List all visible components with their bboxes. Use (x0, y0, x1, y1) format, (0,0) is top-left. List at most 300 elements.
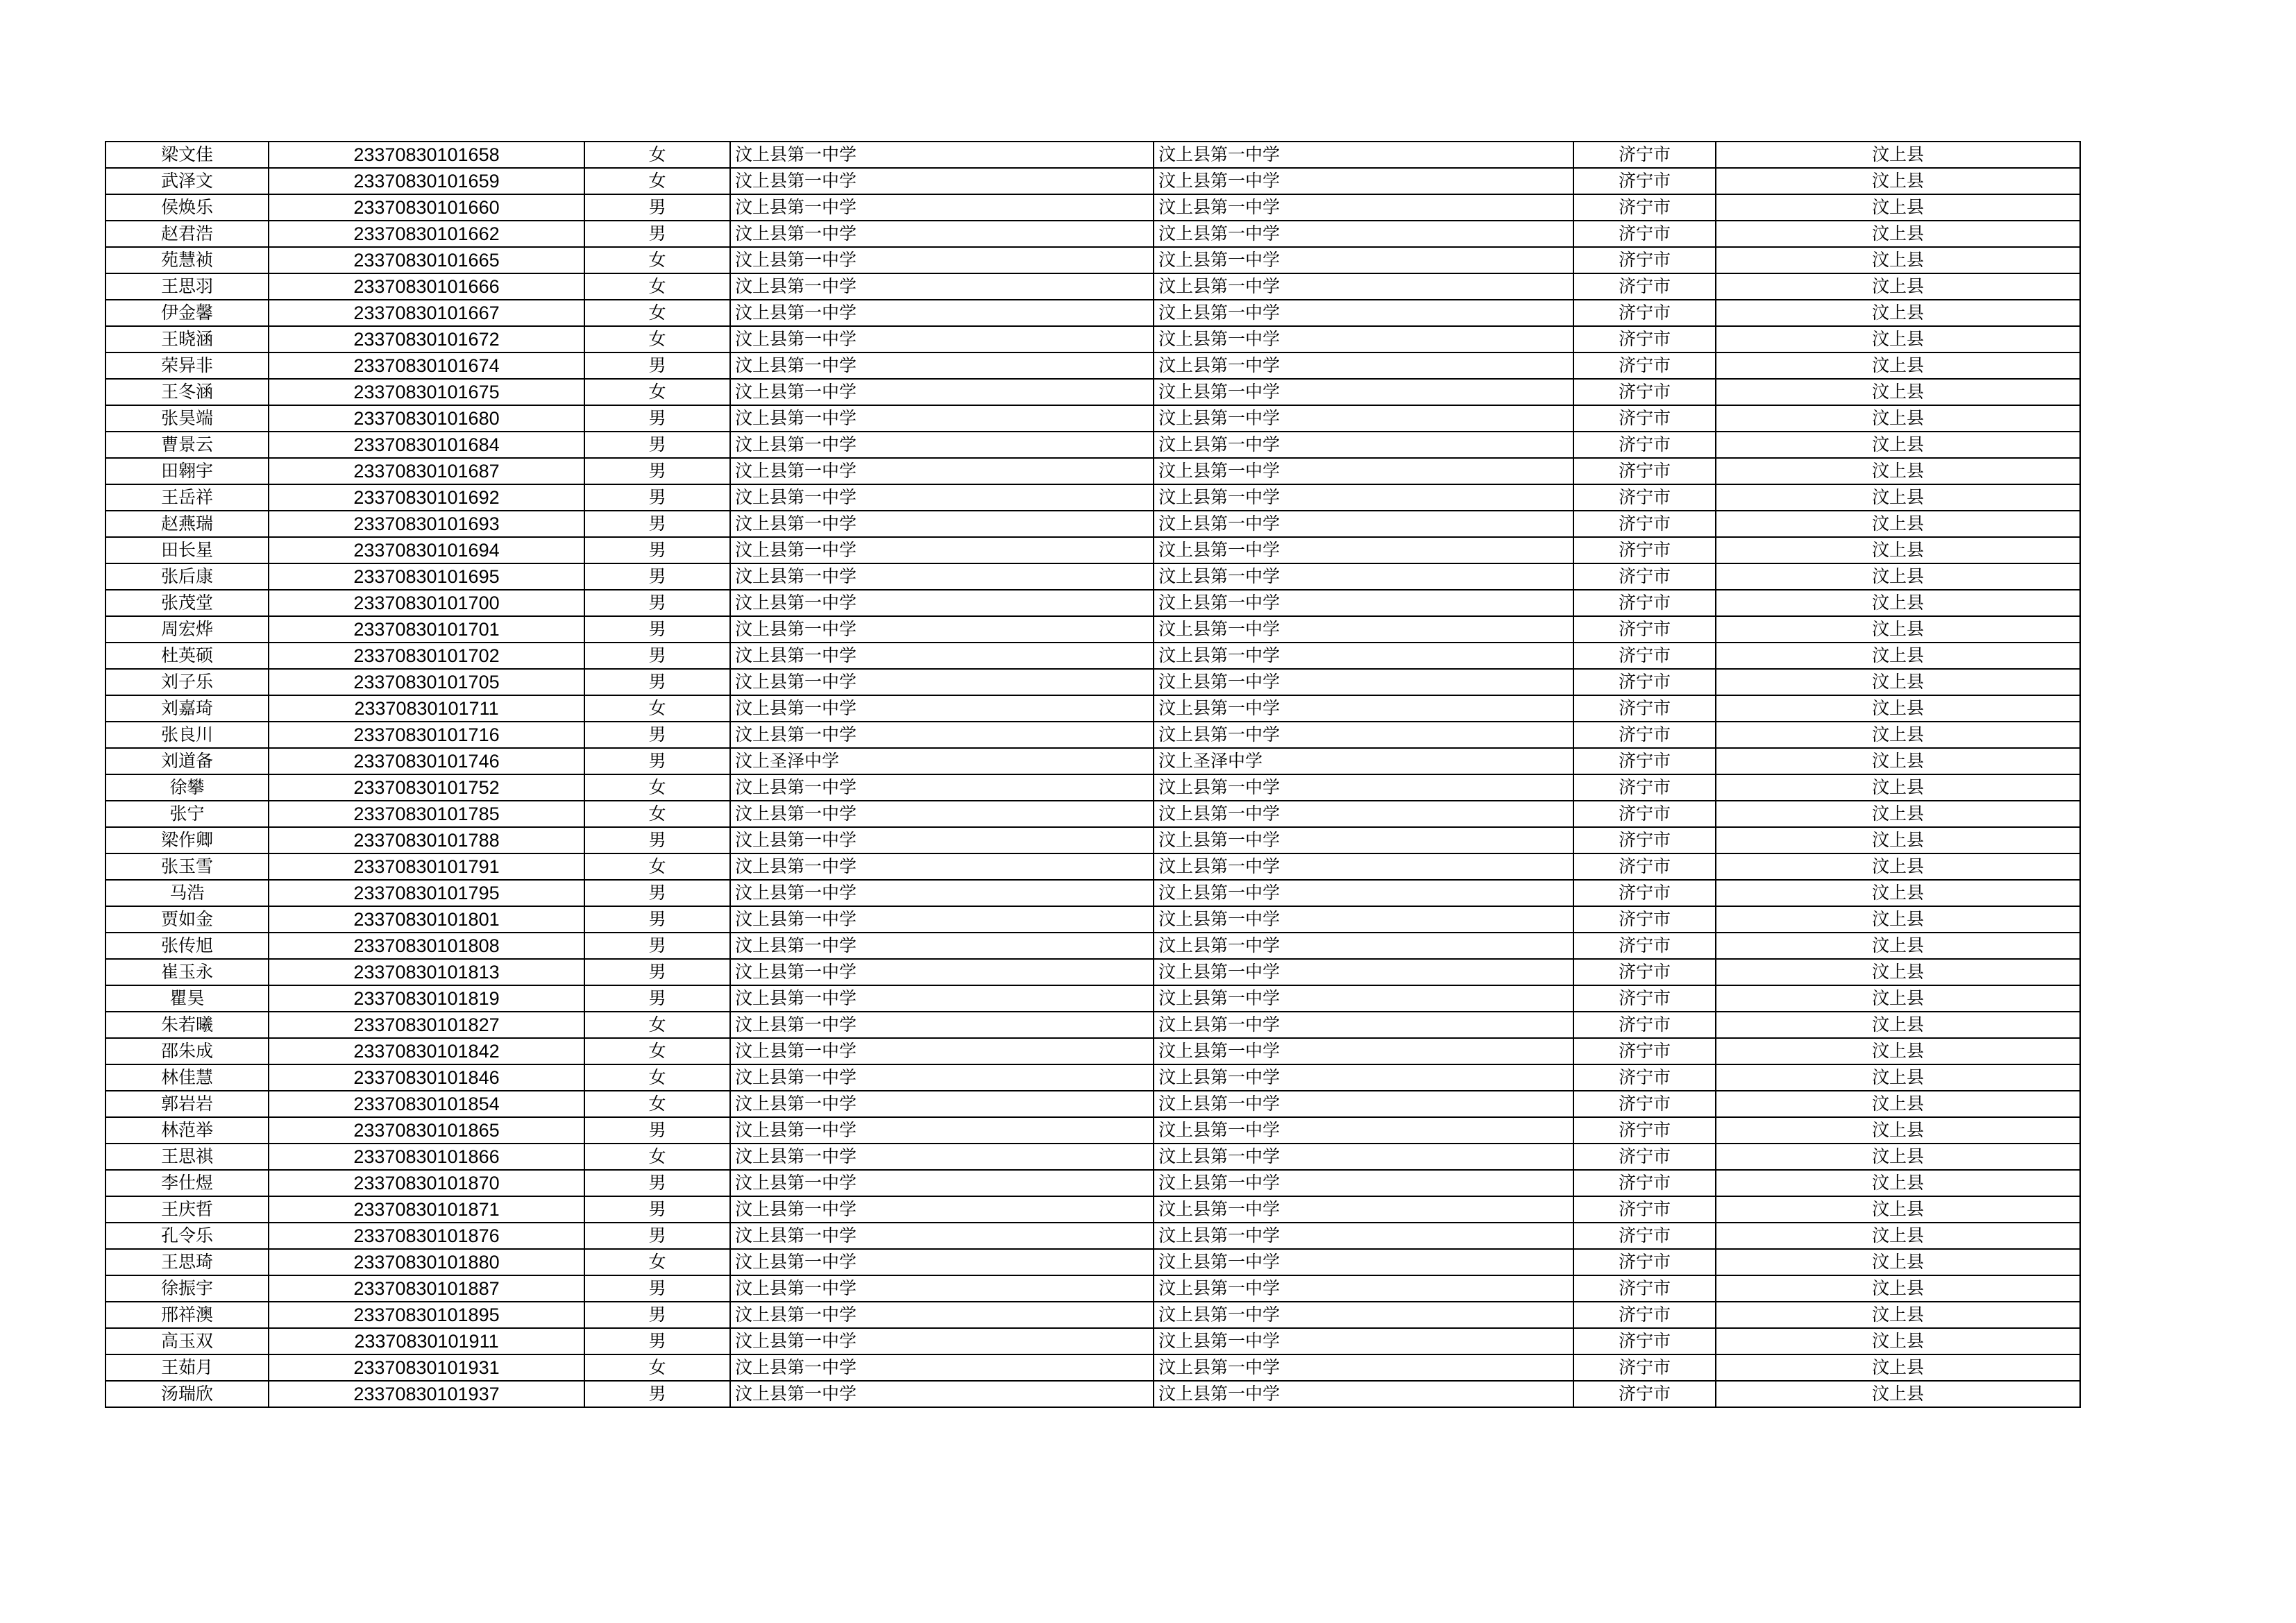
city-cell: 济宁市 (1573, 326, 1716, 352)
county-cell: 汶上县 (1716, 1144, 2080, 1170)
school-cell: 汶上县第一中学 (730, 1064, 1154, 1091)
name-cell: 张昊端 (105, 405, 269, 432)
registered-school-cell: 汶上县第一中学 (1154, 985, 1573, 1012)
city-cell: 济宁市 (1573, 142, 1716, 168)
table-row (105, 273, 2080, 300)
registered-school-cell: 汶上县第一中学 (1154, 194, 1573, 221)
registered-school-cell: 汶上县第一中学 (1154, 300, 1573, 326)
registered-school-cell: 汶上县第一中学 (1154, 1196, 1573, 1223)
city-cell: 济宁市 (1573, 985, 1716, 1012)
school-cell: 汶上县第一中学 (730, 168, 1154, 194)
exam-id-cell: 23370830101680 (269, 405, 584, 432)
school-cell: 汶上县第一中学 (730, 537, 1154, 563)
school-cell: 汶上县第一中学 (730, 326, 1154, 352)
registered-school-cell: 汶上县第一中学 (1154, 880, 1573, 906)
exam-id-cell: 23370830101854 (269, 1091, 584, 1117)
exam-id-cell: 23370830101870 (269, 1170, 584, 1196)
exam-id-cell: 23370830101791 (269, 853, 584, 880)
table-row (105, 326, 2080, 352)
gender-cell: 男 (584, 616, 730, 643)
school-cell: 汶上县第一中学 (730, 827, 1154, 853)
registered-school-cell: 汶上县第一中学 (1154, 458, 1573, 484)
city-cell: 济宁市 (1573, 853, 1716, 880)
school-cell: 汶上县第一中学 (730, 1381, 1154, 1407)
gender-cell: 男 (584, 221, 730, 247)
city-cell: 济宁市 (1573, 959, 1716, 985)
gender-cell: 男 (584, 432, 730, 458)
county-cell: 汶上县 (1716, 1091, 2080, 1117)
registered-school-cell: 汶上县第一中学 (1154, 906, 1573, 933)
gender-cell: 男 (584, 1170, 730, 1196)
name-cell: 汤瑞欣 (105, 1381, 269, 1407)
gender-cell: 男 (584, 1196, 730, 1223)
name-cell: 王思琦 (105, 1249, 269, 1275)
city-cell: 济宁市 (1573, 695, 1716, 722)
gender-cell: 男 (584, 405, 730, 432)
school-cell: 汶上县第一中学 (730, 880, 1154, 906)
school-cell: 汶上县第一中学 (730, 563, 1154, 590)
school-cell: 汶上县第一中学 (730, 458, 1154, 484)
registered-school-cell: 汶上县第一中学 (1154, 352, 1573, 379)
county-cell: 汶上县 (1716, 300, 2080, 326)
school-cell: 汶上县第一中学 (730, 1275, 1154, 1302)
city-cell: 济宁市 (1573, 722, 1716, 748)
name-cell: 孔令乐 (105, 1223, 269, 1249)
table-row (105, 1196, 2080, 1223)
school-cell: 汶上县第一中学 (730, 1302, 1154, 1328)
gender-cell: 男 (584, 194, 730, 221)
gender-cell: 女 (584, 695, 730, 722)
table-row (105, 1144, 2080, 1170)
city-cell: 济宁市 (1573, 1091, 1716, 1117)
county-cell: 汶上县 (1716, 1381, 2080, 1407)
school-cell: 汶上县第一中学 (730, 405, 1154, 432)
registered-school-cell: 汶上县第一中学 (1154, 1012, 1573, 1038)
registered-school-cell: 汶上县第一中学 (1154, 590, 1573, 616)
gender-cell: 男 (584, 1275, 730, 1302)
city-cell: 济宁市 (1573, 748, 1716, 774)
registered-school-cell: 汶上县第一中学 (1154, 1064, 1573, 1091)
gender-cell: 女 (584, 1038, 730, 1064)
registered-school-cell: 汶上县第一中学 (1154, 1249, 1573, 1275)
county-cell: 汶上县 (1716, 1223, 2080, 1249)
registered-school-cell: 汶上县第一中学 (1154, 722, 1573, 748)
school-cell: 汶上县第一中学 (730, 985, 1154, 1012)
registered-school-cell: 汶上县第一中学 (1154, 405, 1573, 432)
table-row (105, 774, 2080, 801)
table-row (105, 695, 2080, 722)
school-cell: 汶上县第一中学 (730, 1170, 1154, 1196)
table-row (105, 827, 2080, 853)
county-cell: 汶上县 (1716, 1302, 2080, 1328)
gender-cell: 男 (584, 643, 730, 669)
gender-cell: 男 (584, 590, 730, 616)
name-cell: 贾如金 (105, 906, 269, 933)
school-cell: 汶上县第一中学 (730, 695, 1154, 722)
name-cell: 张良川 (105, 722, 269, 748)
registered-school-cell: 汶上县第一中学 (1154, 1091, 1573, 1117)
gender-cell: 男 (584, 880, 730, 906)
city-cell: 济宁市 (1573, 1064, 1716, 1091)
city-cell: 济宁市 (1573, 537, 1716, 563)
county-cell: 汶上县 (1716, 1249, 2080, 1275)
school-cell: 汶上县第一中学 (730, 1038, 1154, 1064)
table-row (105, 511, 2080, 537)
county-cell: 汶上县 (1716, 1170, 2080, 1196)
city-cell: 济宁市 (1573, 880, 1716, 906)
exam-id-cell: 23370830101711 (269, 695, 584, 722)
exam-id-cell: 23370830101694 (269, 537, 584, 563)
exam-id-cell: 23370830101866 (269, 1144, 584, 1170)
exam-id-cell: 23370830101701 (269, 616, 584, 643)
exam-id-cell: 23370830101865 (269, 1117, 584, 1144)
county-cell: 汶上县 (1716, 853, 2080, 880)
table-row (105, 880, 2080, 906)
name-cell: 周宏烨 (105, 616, 269, 643)
table-row (105, 616, 2080, 643)
table-row (105, 1302, 2080, 1328)
gender-cell: 女 (584, 168, 730, 194)
gender-cell: 女 (584, 326, 730, 352)
name-cell: 朱若曦 (105, 1012, 269, 1038)
gender-cell: 男 (584, 906, 730, 933)
registered-school-cell: 汶上县第一中学 (1154, 1328, 1573, 1354)
exam-id-cell: 23370830101746 (269, 748, 584, 774)
county-cell: 汶上县 (1716, 1354, 2080, 1381)
registered-school-cell: 汶上县第一中学 (1154, 432, 1573, 458)
registered-school-cell: 汶上县第一中学 (1154, 379, 1573, 405)
gender-cell: 男 (584, 1117, 730, 1144)
table-body (105, 142, 2080, 1407)
table-row (105, 1091, 2080, 1117)
registered-school-cell: 汶上县第一中学 (1154, 1223, 1573, 1249)
gender-cell: 女 (584, 801, 730, 827)
exam-id-cell: 23370830101937 (269, 1381, 584, 1407)
city-cell: 济宁市 (1573, 906, 1716, 933)
city-cell: 济宁市 (1573, 1144, 1716, 1170)
name-cell: 杜英硕 (105, 643, 269, 669)
name-cell: 邵朱成 (105, 1038, 269, 1064)
city-cell: 济宁市 (1573, 194, 1716, 221)
table-row (105, 405, 2080, 432)
table-row (105, 168, 2080, 194)
registered-school-cell: 汶上县第一中学 (1154, 1302, 1573, 1328)
exam-id-cell: 23370830101871 (269, 1196, 584, 1223)
table-row (105, 432, 2080, 458)
city-cell: 济宁市 (1573, 458, 1716, 484)
school-cell: 汶上县第一中学 (730, 906, 1154, 933)
student-list-table (105, 141, 2081, 1408)
school-cell: 汶上县第一中学 (730, 933, 1154, 959)
table-row (105, 1275, 2080, 1302)
exam-id-cell: 23370830101887 (269, 1275, 584, 1302)
school-cell: 汶上县第一中学 (730, 511, 1154, 537)
county-cell: 汶上县 (1716, 985, 2080, 1012)
name-cell: 郭岩岩 (105, 1091, 269, 1117)
school-cell: 汶上县第一中学 (730, 1012, 1154, 1038)
gender-cell: 女 (584, 142, 730, 168)
county-cell: 汶上县 (1716, 1117, 2080, 1144)
exam-id-cell: 23370830101827 (269, 1012, 584, 1038)
exam-id-cell: 23370830101702 (269, 643, 584, 669)
city-cell: 济宁市 (1573, 432, 1716, 458)
city-cell: 济宁市 (1573, 1249, 1716, 1275)
county-cell: 汶上县 (1716, 827, 2080, 853)
exam-id-cell: 23370830101660 (269, 194, 584, 221)
school-cell: 汶上县第一中学 (730, 1117, 1154, 1144)
exam-id-cell: 23370830101931 (269, 1354, 584, 1381)
exam-id-cell: 23370830101665 (269, 247, 584, 273)
name-cell: 赵君浩 (105, 221, 269, 247)
gender-cell: 男 (584, 511, 730, 537)
registered-school-cell: 汶上县第一中学 (1154, 326, 1573, 352)
city-cell: 济宁市 (1573, 1275, 1716, 1302)
exam-id-cell: 23370830101819 (269, 985, 584, 1012)
name-cell: 崔玉永 (105, 959, 269, 985)
name-cell: 瞿昊 (105, 985, 269, 1012)
county-cell: 汶上县 (1716, 1038, 2080, 1064)
exam-id-cell: 23370830101695 (269, 563, 584, 590)
school-cell: 汶上县第一中学 (730, 1196, 1154, 1223)
registered-school-cell: 汶上县第一中学 (1154, 511, 1573, 537)
table-row (105, 669, 2080, 695)
table-row (105, 1223, 2080, 1249)
gender-cell: 男 (584, 722, 730, 748)
name-cell: 林范举 (105, 1117, 269, 1144)
table-row (105, 853, 2080, 880)
gender-cell: 男 (584, 669, 730, 695)
city-cell: 济宁市 (1573, 669, 1716, 695)
exam-id-cell: 23370830101846 (269, 1064, 584, 1091)
school-cell: 汶上县第一中学 (730, 1144, 1154, 1170)
table-row (105, 194, 2080, 221)
city-cell: 济宁市 (1573, 379, 1716, 405)
county-cell: 汶上县 (1716, 273, 2080, 300)
exam-id-cell: 23370830101693 (269, 511, 584, 537)
city-cell: 济宁市 (1573, 405, 1716, 432)
school-cell: 汶上县第一中学 (730, 142, 1154, 168)
table-row (105, 748, 2080, 774)
name-cell: 荣异非 (105, 352, 269, 379)
table-row (105, 458, 2080, 484)
county-cell: 汶上县 (1716, 563, 2080, 590)
exam-id-cell: 23370830101808 (269, 933, 584, 959)
city-cell: 济宁市 (1573, 168, 1716, 194)
exam-id-cell: 23370830101842 (269, 1038, 584, 1064)
exam-id-cell: 23370830101675 (269, 379, 584, 405)
table-row (105, 142, 2080, 168)
city-cell: 济宁市 (1573, 1170, 1716, 1196)
county-cell: 汶上县 (1716, 1328, 2080, 1354)
county-cell: 汶上县 (1716, 168, 2080, 194)
exam-id-cell: 23370830101880 (269, 1249, 584, 1275)
name-cell: 张茂堂 (105, 590, 269, 616)
city-cell: 济宁市 (1573, 273, 1716, 300)
school-cell: 汶上县第一中学 (730, 801, 1154, 827)
exam-id-cell: 23370830101801 (269, 906, 584, 933)
school-cell: 汶上县第一中学 (730, 959, 1154, 985)
table-row (105, 537, 2080, 563)
school-cell: 汶上县第一中学 (730, 1223, 1154, 1249)
name-cell: 王思羽 (105, 273, 269, 300)
name-cell: 武泽文 (105, 168, 269, 194)
city-cell: 济宁市 (1573, 221, 1716, 247)
registered-school-cell: 汶上县第一中学 (1154, 1038, 1573, 1064)
county-cell: 汶上县 (1716, 1012, 2080, 1038)
city-cell: 济宁市 (1573, 300, 1716, 326)
registered-school-cell: 汶上县第一中学 (1154, 563, 1573, 590)
gender-cell: 女 (584, 247, 730, 273)
school-cell: 汶上县第一中学 (730, 774, 1154, 801)
gender-cell: 男 (584, 959, 730, 985)
school-cell: 汶上县第一中学 (730, 1249, 1154, 1275)
county-cell: 汶上县 (1716, 484, 2080, 511)
registered-school-cell: 汶上县第一中学 (1154, 827, 1573, 853)
county-cell: 汶上县 (1716, 933, 2080, 959)
gender-cell: 女 (584, 1144, 730, 1170)
table-row (105, 906, 2080, 933)
name-cell: 王冬涵 (105, 379, 269, 405)
name-cell: 邢祥澳 (105, 1302, 269, 1328)
county-cell: 汶上县 (1716, 959, 2080, 985)
school-cell: 汶上县第一中学 (730, 194, 1154, 221)
registered-school-cell: 汶上县第一中学 (1154, 643, 1573, 669)
gender-cell: 女 (584, 1249, 730, 1275)
city-cell: 济宁市 (1573, 1012, 1716, 1038)
gender-cell: 女 (584, 379, 730, 405)
exam-id-cell: 23370830101788 (269, 827, 584, 853)
county-cell: 汶上县 (1716, 432, 2080, 458)
city-cell: 济宁市 (1573, 933, 1716, 959)
city-cell: 济宁市 (1573, 1302, 1716, 1328)
gender-cell: 男 (584, 1223, 730, 1249)
school-cell: 汶上县第一中学 (730, 273, 1154, 300)
exam-id-cell: 23370830101876 (269, 1223, 584, 1249)
gender-cell: 男 (584, 933, 730, 959)
county-cell: 汶上县 (1716, 722, 2080, 748)
gender-cell: 男 (584, 563, 730, 590)
school-cell: 汶上县第一中学 (730, 352, 1154, 379)
name-cell: 马浩 (105, 880, 269, 906)
registered-school-cell: 汶上县第一中学 (1154, 484, 1573, 511)
registered-school-cell: 汶上圣泽中学 (1154, 748, 1573, 774)
name-cell: 张传旭 (105, 933, 269, 959)
registered-school-cell: 汶上县第一中学 (1154, 669, 1573, 695)
table-row (105, 1354, 2080, 1381)
gender-cell: 女 (584, 300, 730, 326)
city-cell: 济宁市 (1573, 1038, 1716, 1064)
registered-school-cell: 汶上县第一中学 (1154, 933, 1573, 959)
county-cell: 汶上县 (1716, 695, 2080, 722)
gender-cell: 男 (584, 1381, 730, 1407)
gender-cell: 女 (584, 853, 730, 880)
name-cell: 李仕煜 (105, 1170, 269, 1196)
exam-id-cell: 23370830101666 (269, 273, 584, 300)
city-cell: 济宁市 (1573, 827, 1716, 853)
county-cell: 汶上县 (1716, 194, 2080, 221)
name-cell: 高玉双 (105, 1328, 269, 1354)
county-cell: 汶上县 (1716, 221, 2080, 247)
registered-school-cell: 汶上县第一中学 (1154, 1354, 1573, 1381)
school-cell: 汶上县第一中学 (730, 643, 1154, 669)
name-cell: 田长星 (105, 537, 269, 563)
name-cell: 赵燕瑞 (105, 511, 269, 537)
county-cell: 汶上县 (1716, 379, 2080, 405)
registered-school-cell: 汶上县第一中学 (1154, 959, 1573, 985)
exam-id-cell: 23370830101687 (269, 458, 584, 484)
name-cell: 曹景云 (105, 432, 269, 458)
city-cell: 济宁市 (1573, 1354, 1716, 1381)
table-row (105, 722, 2080, 748)
registered-school-cell: 汶上县第一中学 (1154, 853, 1573, 880)
school-cell: 汶上县第一中学 (730, 722, 1154, 748)
table-row (105, 300, 2080, 326)
school-cell: 汶上县第一中学 (730, 616, 1154, 643)
name-cell: 徐攀 (105, 774, 269, 801)
registered-school-cell: 汶上县第一中学 (1154, 273, 1573, 300)
exam-id-cell: 23370830101795 (269, 880, 584, 906)
county-cell: 汶上县 (1716, 1196, 2080, 1223)
registered-school-cell: 汶上县第一中学 (1154, 616, 1573, 643)
county-cell: 汶上县 (1716, 801, 2080, 827)
registered-school-cell: 汶上县第一中学 (1154, 142, 1573, 168)
table-row (105, 1064, 2080, 1091)
school-cell: 汶上县第一中学 (730, 669, 1154, 695)
gender-cell: 男 (584, 484, 730, 511)
school-cell: 汶上县第一中学 (730, 221, 1154, 247)
gender-cell: 男 (584, 827, 730, 853)
name-cell: 张宁 (105, 801, 269, 827)
city-cell: 济宁市 (1573, 484, 1716, 511)
name-cell: 刘嘉琦 (105, 695, 269, 722)
city-cell: 济宁市 (1573, 643, 1716, 669)
table-row (105, 643, 2080, 669)
county-cell: 汶上县 (1716, 590, 2080, 616)
school-cell: 汶上县第一中学 (730, 484, 1154, 511)
table-row (105, 484, 2080, 511)
city-cell: 济宁市 (1573, 247, 1716, 273)
table-row (105, 1328, 2080, 1354)
exam-id-cell: 23370830101813 (269, 959, 584, 985)
county-cell: 汶上县 (1716, 352, 2080, 379)
table-row (105, 1249, 2080, 1275)
registered-school-cell: 汶上县第一中学 (1154, 1144, 1573, 1170)
gender-cell: 男 (584, 1328, 730, 1354)
table-row (105, 1170, 2080, 1196)
county-cell: 汶上县 (1716, 405, 2080, 432)
table-row (105, 379, 2080, 405)
registered-school-cell: 汶上县第一中学 (1154, 1117, 1573, 1144)
exam-id-cell: 23370830101658 (269, 142, 584, 168)
school-cell: 汶上县第一中学 (730, 590, 1154, 616)
gender-cell: 男 (584, 458, 730, 484)
city-cell: 济宁市 (1573, 1328, 1716, 1354)
table-row (105, 1012, 2080, 1038)
gender-cell: 女 (584, 1091, 730, 1117)
table-row (105, 352, 2080, 379)
gender-cell: 男 (584, 352, 730, 379)
name-cell: 林佳慧 (105, 1064, 269, 1091)
name-cell: 王庆哲 (105, 1196, 269, 1223)
table-row (105, 985, 2080, 1012)
exam-id-cell: 23370830101785 (269, 801, 584, 827)
gender-cell: 男 (584, 748, 730, 774)
registered-school-cell: 汶上县第一中学 (1154, 537, 1573, 563)
school-cell: 汶上圣泽中学 (730, 748, 1154, 774)
exam-id-cell: 23370830101684 (269, 432, 584, 458)
name-cell: 张后康 (105, 563, 269, 590)
city-cell: 济宁市 (1573, 774, 1716, 801)
